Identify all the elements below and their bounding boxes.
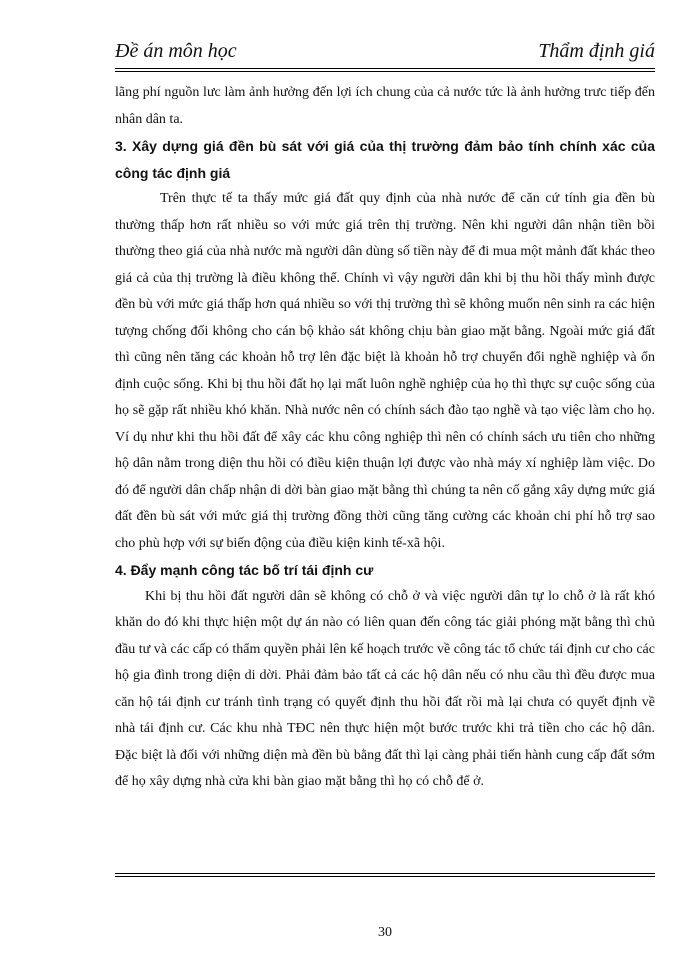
section-heading-4: 4. Đẩy mạnh công tác bố trí tái định cư: [115, 562, 374, 578]
page-header: [115, 38, 655, 68]
footer-divider: [115, 873, 655, 877]
section-heading-3: 3. Xây dựng giá đền bù sát với giá của thị trường đảm bảo tính chính xác của công tác định giá: [115, 138, 655, 181]
header-title-right: Thẩm định giá: [538, 40, 655, 62]
header-title-left: Đề án môn học: [115, 40, 237, 62]
paragraph-section-4: Khi bị thu hồi đất người dân sẽ không có chỗ ở và việc người dân tự lo chỗ ở là rất khó khăn do đó khi thực hiện một dự án nào có liên quan đến công tác giải phóng mặt bằng thì chủ đầu tư và các cấp có thẩm quyền phải lên kế hoạch trước về công tác tổ chức tái định cư cho các hộ gia đình trong diện di dời. Phải đảm bảo tất cả các hộ dân nếu có nhu cầu thì đều được mua căn hộ tái định cư tránh tình trạng có quyết định thu hồi đất rồi mà lại chưa có quyết định về nhà tái định cư. Các khu nhà TĐC nên thực hiện một bước trước khi trả tiền cho các hộ dân. Đặc biệt là đối với những diện mà đền bù bằng đất thì lại càng phải tiến hành cung cấp đất sớm để họ xây dựng nhà cửa khi bàn giao mặt bằng thì họ có chỗ để ở.: [115, 588, 655, 789]
header-divider: [115, 68, 655, 72]
page-number: 30: [378, 925, 392, 940]
paragraph-continuation: lãng phí nguồn lưc làm ảnh hưởng đến lợi ích chung của cả nước tức là ảnh hưởng trưc tiếp đến nhân dân ta.: [115, 85, 655, 127]
document-body: [115, 80, 655, 796]
paragraph-section-3: Trên thực tế ta thấy mức giá đất quy định của nhà nước để căn cứ tính gia đền bù thường thấp hơn rất nhiều so với mức giá trên thị trường. Nên khi người dân nhận tiền bồi thường theo giá của nhà nước mà người dân dùng số tiền này để đi mua một mảnh đất khác theo giá cả của thị trường là điều không thể. Chính vì vậy người dân khi bị thu hồi thấy mình được đền bù với mức giá thấp hơn quá nhiều so với thị trường thì sẽ không muốn nên sinh ra các hiện tượng chống đối không cho cán bộ khảo sát không chịu bàn giao mặt bằng. Ngoài mức giá đất thì cũng nên tăng các khoản hỗ trợ lên đặc biệt là khoản hỗ trợ chuyển đổi nghề nghiệp và ổn định cuộc sống. Khi bị thu hồi đất họ lại mất luôn nghề nghiệp của họ thì thực sự cuộc sống của họ sẽ gặp rất nhiều khó khăn. Nhà nước nên có chính sách đào tạo nghề và tạo việc làm cho họ. Ví dụ như khi thu hồi đất để xây các khu công nghiệp thì nên có chính sách ưu tiên cho những hộ dân nằm trong diện thu hồi có điều kiện thuận lợi được vào nhà máy xí nghiệp làm việc. Do đó để người dân chấp nhận di dời bàn giao mặt bằng thì chúng ta nên cố gắng xây dựng mức giá đất đền bù sát với mức giá thị trường đồng thời cũng tăng cường các khoản chi phí hỗ trợ sao cho phù hợp với sự biến động của điều kiện kinh tế-xã hội.: [115, 191, 655, 551]
